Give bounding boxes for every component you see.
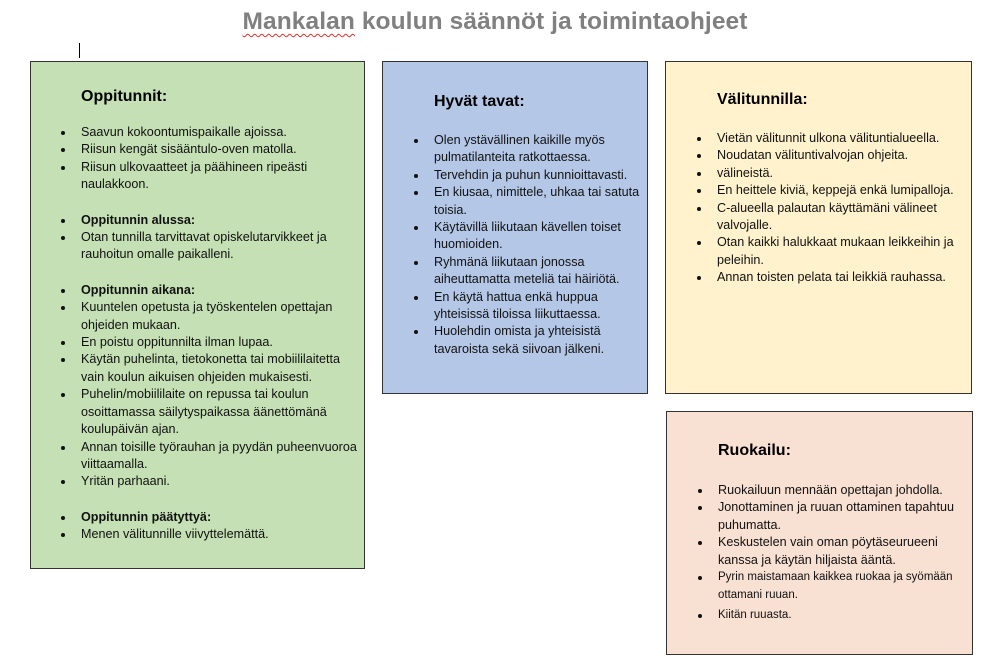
list-item: Annan toisille työrauhan ja pyydän puheenvuoroa viittaamalla. — [81, 439, 357, 474]
list-item: Puhelin/mobiililaite on repussa tai koulun osoittamassa säilytyspaikassa äänettömänä koulupäivän ajan. — [81, 386, 357, 438]
list-item: Riisun ulkovaatteet ja päähineen ripeästi naulakkoon. — [81, 159, 357, 194]
ruokailu-heading: Ruokailu: — [718, 442, 791, 459]
list-item: Huolehdin omista ja yhteisistä tavaroista sekä siivoan jälkeni. — [434, 323, 640, 358]
list-item: välineistä. — [717, 165, 965, 182]
valitunnilla-heading: Välitunnilla: — [717, 91, 808, 108]
list-item: Riisun kengät sisääntulo-oven matolla. — [81, 141, 357, 158]
subheading-aikana: Oppitunnin aikana: — [81, 282, 357, 299]
textbox-ruokailu[interactable] — [666, 411, 973, 655]
list-item: Jonottaminen ja ruuan ottaminen tapahtuu puhumatta. — [718, 499, 958, 534]
list-item: C-alueella palautan käyttämäni välineet valvojalle. — [717, 200, 965, 235]
list-item: Käytän puhelinta, tietokonetta tai mobiililaitetta vain koulun aikuisen ohjeiden mukaisesti. — [81, 351, 357, 386]
list-item: Käytävillä liikutaan kävellen toiset huomioiden. — [434, 219, 640, 254]
hyvat-tavat-heading: Hyvät tavat: — [434, 93, 525, 110]
list-item: Ruokailuun mennään opettajan johdolla. — [718, 482, 958, 499]
list-item: En kiusaa, nimittele, uhkaa tai satuta toisia. — [434, 184, 640, 219]
title-rest: koulun säännöt ja toimintaohjeet — [354, 8, 748, 35]
text-cursor — [79, 43, 80, 58]
list-item: Otan tunnilla tarvittavat opiskelutarvikkeet ja rauhoitun omalle paikalleni. — [81, 229, 357, 264]
oppitunnit-heading: Oppitunnit: — [81, 88, 168, 105]
list-item: Kiitän ruuasta. — [718, 607, 958, 625]
title-spellcheck-word: Mankalan — [242, 8, 355, 35]
list-item: En heittele kiviä, keppejä enkä lumipalloja. — [717, 182, 965, 199]
list-item: Vietän välitunnit ulkona välituntialueella. — [717, 130, 965, 147]
list-item: Saavun kokoontumispaikalle ajoissa. — [81, 124, 357, 141]
list-item: Annan toisten pelata tai leikkiä rauhassa. — [717, 269, 965, 286]
list-item: Noudatan välituntivalvojan ohjeita. — [717, 147, 965, 164]
list-item: En käytä hattua enkä huppua yhteisissä tiloissa liikuttaessa. — [434, 289, 640, 324]
oppitunnit-list — [81, 124, 357, 544]
hyvat-tavat-list — [434, 132, 640, 358]
valitunnilla-list — [717, 130, 965, 287]
ruokailu-list — [718, 482, 958, 625]
textbox-valitunnilla[interactable] — [665, 61, 972, 394]
list-item: Kuuntelen opetusta ja työskentelen opettajan ohjeiden mukaan. — [81, 299, 357, 334]
list-item: Olen ystävällinen kaikille myös pulmatilanteita ratkottaessa. — [434, 132, 640, 167]
list-item: Otan kaikki halukkaat mukaan leikkeihin ja peleihin. — [717, 234, 965, 269]
list-item: Menen välitunnille viivyttelemättä. — [81, 526, 357, 543]
subheading-paatyttya: Oppitunnin päätyttyä: — [81, 509, 357, 526]
subheading-alussa: Oppitunnin alussa: — [81, 212, 357, 229]
list-item: En poistu oppitunnilta ilman lupaa. — [81, 334, 357, 351]
list-item: Yritän parhaani. — [81, 473, 357, 490]
textbox-oppitunnit[interactable] — [30, 61, 365, 569]
list-item: Pyrin maistamaan kaikkea ruokaa ja syömään ottamani ruuan. — [718, 569, 958, 604]
list-item: Keskustelen vain oman pöytäseurueeni kanssa ja käytän hiljaista ääntä. — [718, 534, 958, 569]
textbox-hyvat-tavat[interactable] — [382, 61, 648, 394]
page-title — [0, 8, 990, 36]
list-item: Tervehdin ja puhun kunnioittavasti. — [434, 167, 640, 184]
list-item: Ryhmänä liikutaan jonossa aiheuttamatta meteliä tai häiriötä. — [434, 254, 640, 289]
